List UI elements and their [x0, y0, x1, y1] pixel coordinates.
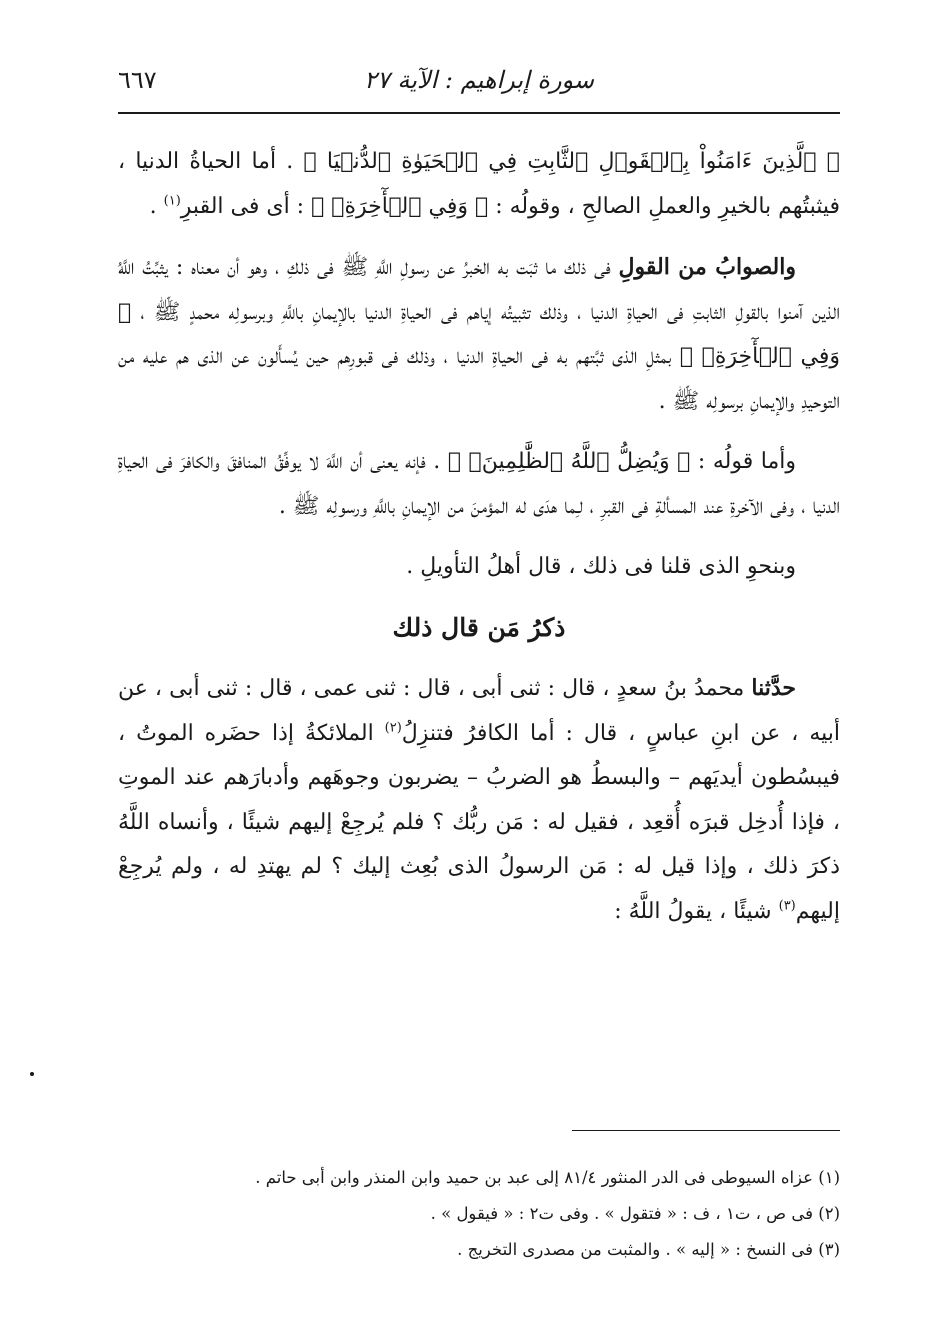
- page-number: ٦٦٧: [118, 66, 157, 94]
- paragraph-2: [118, 245, 840, 424]
- quran-verse: ﴿ وَفِي ٱلۡأٓخِرَةِۖ ﴾: [311, 193, 489, 219]
- footnote-1: (١) عزاه السيوطى فى الدر المنثور ٨١/٤ إلى عبد بن حميد وابن المنذر وابن أبى حاتم .: [255, 1168, 840, 1187]
- paragraph-5: [118, 666, 840, 934]
- paragraph-lead: حدَّثنا: [751, 675, 797, 701]
- paragraph-text: وأما قولُه :: [690, 449, 797, 474]
- footnotes: [118, 1160, 840, 1268]
- paragraph-text: وبنحوِ الذى قلنا فى ذلك ، قال أهلُ التأويلِ .: [406, 554, 796, 579]
- footnote-3: (٣) فى النسخ : « إليه » . والمثبت من مصدرى التخريج .: [457, 1240, 840, 1259]
- paragraph-text: الملائكةُ إذا حضَره الموتُ ، فيبسُطون أيديَهم – والبسطُ هو الضربُ – يضربون وجوهَهم وأدبارَهم عند الموتِ ، فإذا أُدخِل قبرَه أُقعِد ، فقيل له : مَن ربُّك ؟ فلم يُرجِعْ إليهم شيئًا ، وأنساه اللَّهُ ذكرَ ذلك ، وإذا قيل له : مَن الرسولُ الذى بُعِث إليك ؟ لم يهتدِ له ، ولم يُرجِعْ إليهم: [118, 720, 840, 924]
- paragraph-lead: والصوابُ من القولِ: [618, 254, 796, 280]
- paragraph-text: . فإنه يعنى أن اللَّهَ لا يوفِّقُ المنافقَ والكافرَ فى الحياةِ الدنيا ، وفى الآخرةِ عند المسألةِ فى القبرِ ، لـِما هدَى له المؤمنَ من الإيمانِ باللَّهِ ورسولِه ﷺ .: [118, 449, 840, 519]
- header-divider: [118, 112, 840, 114]
- paragraph-4: [118, 545, 840, 590]
- footnote-divider: [572, 1130, 840, 1131]
- paragraph-text: بمثلِ الذى ثبَّتهم به فى الحياةِ الدنيا ، وذلك فى قبورِهم حين يُسأَلون عن الذى هم عليه من التوحيدِ والإيمانِ برسولِه ﷺ .: [118, 344, 840, 414]
- paragraph-text: : أى فى القبرِ: [180, 193, 312, 219]
- stray-mark: [30, 1072, 34, 1076]
- section-heading: ذكرُ مَن قال ذلك: [392, 612, 566, 642]
- running-header: [118, 58, 840, 110]
- paragraph-text: محمدُ بنُ سعدٍ ، قال : ثنى أبى ، قال : ثنى عمى ، قال : ثنى أبى ، عن أبيه ، عن ابنِ عباسٍ ، قال : أما الكافرُ فتنزِلُ: [118, 676, 840, 746]
- paragraph-text: فى ذلك ما ثبَت به الخبرُ عن رسولِ اللَّهِ ﷺ فى ذلكِ ، وهو أن معناه : يثبِّتُ اللَّهُ الذين آمنوا بالقولِ الثابتِ فى الحياةِ الدنيا ، وذلك تثبيتُه إياهم فى الحياةِ الدنيا بالإيمانِ باللَّهِ وبرسولِه محمدٍ ﷺ ،: [118, 255, 840, 325]
- paragraph-text: شيئًا ، يقولُ اللَّهُ :: [614, 898, 779, 924]
- quran-verse: ﴿ وَفِي ٱلۡأٓخِرَةِۖ ﴾: [118, 299, 840, 369]
- paragraph-text: . أما الحياةُ الدنيا ، فيثبتُهم بالخيرِ والعملِ الصالحِ ، وقولُه :: [118, 149, 840, 219]
- footnote-marker[interactable]: (٣): [778, 898, 796, 914]
- main-text: [118, 140, 840, 950]
- chapter-title: سورة إبراهيم : الآية ٢٧: [363, 66, 595, 94]
- footnote-2: (٢) فى ص ، ت١ ، ف : « فتقول » . وفى ت٢ : « فيقول » .: [430, 1204, 840, 1223]
- paragraph-1: [118, 140, 840, 229]
- footnote-marker[interactable]: (٢): [384, 720, 402, 736]
- paragraph-3: [118, 440, 840, 529]
- quran-verse: ﴿ وَيُضِلُّ ٱللَّهُ ٱلظَّٰلِمِينَۚ ﴾: [447, 449, 691, 474]
- footnote-marker[interactable]: (١): [163, 193, 181, 209]
- paragraph-text: .: [149, 193, 164, 219]
- quran-verse: ﴿ ٱلَّذِينَ ءَامَنُواْ بِٱلۡقَوۡلِ ٱلثَّابِتِ فِي ٱلۡحَيَوٰةِ ٱلدُّنۡيَا ﴾: [303, 149, 840, 174]
